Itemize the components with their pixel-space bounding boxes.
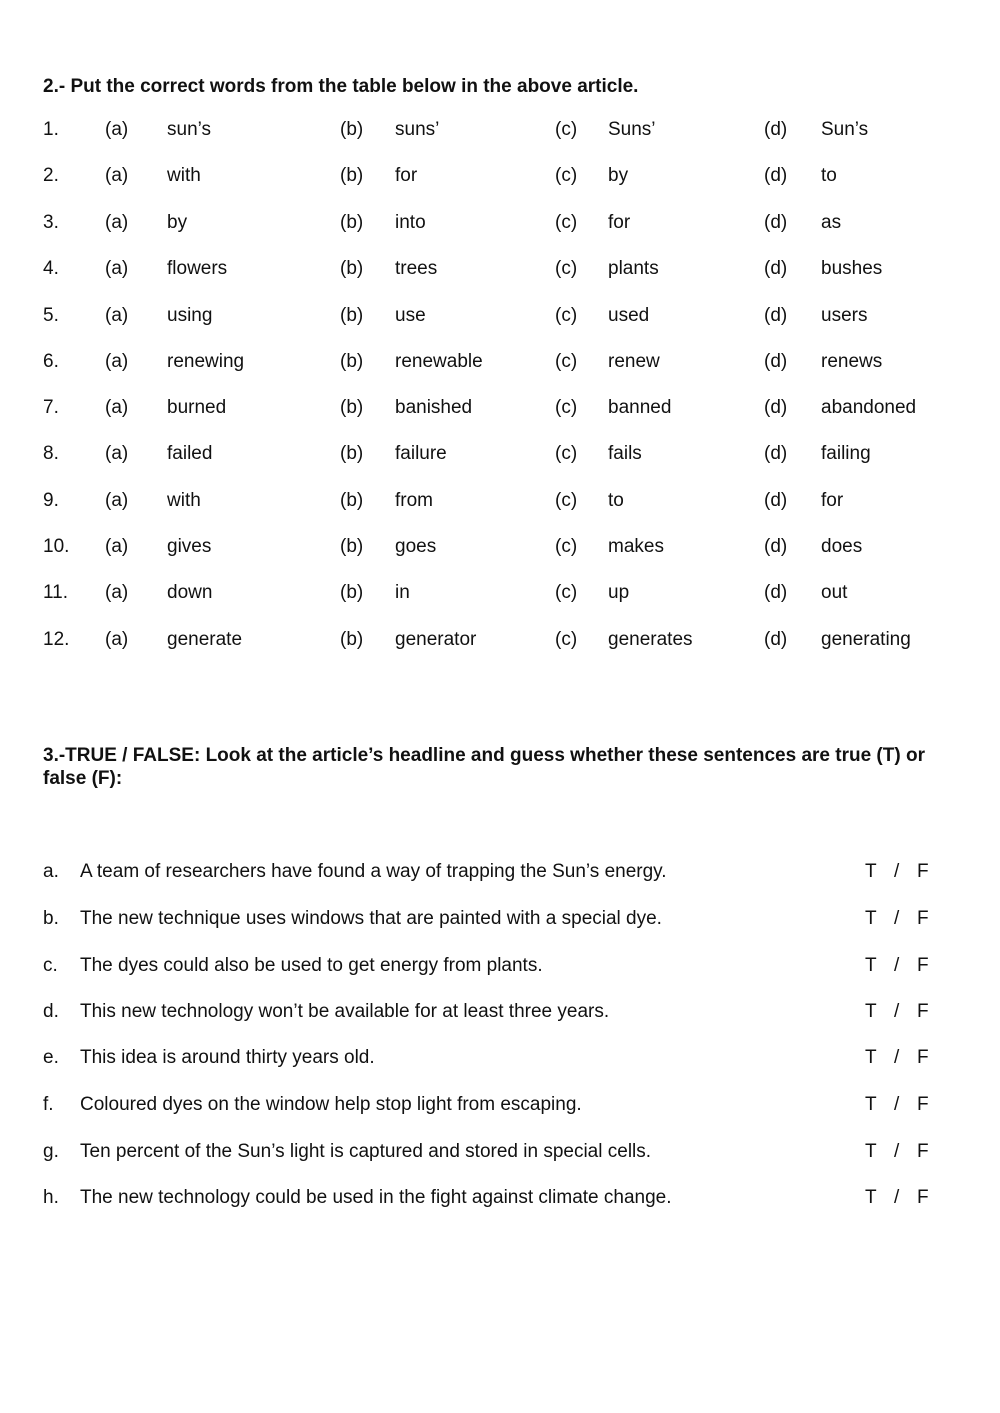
option-b-label: (b) <box>340 119 364 140</box>
true-option: T <box>865 1001 877 1022</box>
option-b-word: generator <box>395 629 477 650</box>
option-c-word: plants <box>608 258 659 279</box>
statement-text: The new technology could be used in the fight against climate change. <box>80 1187 672 1208</box>
question-row <box>0 161 1000 191</box>
tf-separator: / <box>894 908 900 929</box>
option-c-label: (c) <box>555 165 578 186</box>
question-number: 9. <box>43 490 59 511</box>
tf-separator: / <box>894 1001 900 1022</box>
option-a-word: renewing <box>167 351 245 372</box>
option-b-label: (b) <box>340 212 364 233</box>
option-d-label: (d) <box>764 212 788 233</box>
statement-letter: g. <box>43 1141 59 1162</box>
option-d-label: (d) <box>764 582 788 603</box>
question-row <box>0 115 1000 145</box>
option-c-label: (c) <box>555 490 578 511</box>
option-c-label: (c) <box>555 119 578 140</box>
option-d-word: out <box>821 582 848 603</box>
question-row <box>0 625 1000 655</box>
option-a-word: with <box>167 165 201 186</box>
statement-row <box>0 997 1000 1027</box>
statement-text: The new technique uses windows that are painted with a special dye. <box>80 908 662 929</box>
option-b-word: failure <box>395 443 447 464</box>
false-option: F <box>917 1001 929 1022</box>
option-d-word: generating <box>821 629 911 650</box>
section3-title: 3.-TRUE / FALSE: Look at the article’s headline and guess whether these sentences are true (T) or false (F): <box>43 745 925 789</box>
tf-separator: / <box>894 1187 900 1208</box>
true-option: T <box>865 1094 877 1115</box>
false-option: F <box>917 861 929 882</box>
option-c-label: (c) <box>555 212 578 233</box>
statement-letter: a. <box>43 861 59 882</box>
option-d-word: to <box>821 165 837 186</box>
question-number: 4. <box>43 258 59 279</box>
option-d-label: (d) <box>764 165 788 186</box>
question-row <box>0 532 1000 562</box>
option-d-label: (d) <box>764 536 788 557</box>
true-option: T <box>865 1047 877 1068</box>
question-row <box>0 439 1000 469</box>
statement-text: A team of researchers have found a way of trapping the Sun’s energy. <box>80 861 667 882</box>
option-c-word: used <box>608 305 650 326</box>
question-row <box>0 254 1000 284</box>
option-d-label: (d) <box>764 305 788 326</box>
question-number: 11. <box>43 582 69 603</box>
option-a-label: (a) <box>105 212 129 233</box>
option-d-word: as <box>821 212 842 233</box>
option-a-label: (a) <box>105 629 129 650</box>
option-c-label: (c) <box>555 397 578 418</box>
option-a-word: with <box>167 490 201 511</box>
statement-row <box>0 1090 1000 1120</box>
option-a-word: by <box>167 212 188 233</box>
question-row <box>0 208 1000 238</box>
true-option: T <box>865 955 877 976</box>
option-c-word: banned <box>608 397 672 418</box>
option-b-label: (b) <box>340 258 364 279</box>
statement-letter: b. <box>43 908 59 929</box>
option-c-label: (c) <box>555 258 578 279</box>
question-number: 5. <box>43 305 59 326</box>
option-c-word: makes <box>608 536 664 557</box>
statement-row <box>0 904 1000 934</box>
false-option: F <box>917 1141 929 1162</box>
statement-text: The dyes could also be used to get energy from plants. <box>80 955 543 976</box>
section2-title: 2.- Put the correct words from the table below in the above article. <box>43 76 639 97</box>
option-b-label: (b) <box>340 582 364 603</box>
option-d-label: (d) <box>764 443 788 464</box>
option-d-label: (d) <box>764 258 788 279</box>
option-a-word: failed <box>167 443 213 464</box>
statement-letter: e. <box>43 1047 59 1068</box>
option-a-label: (a) <box>105 351 129 372</box>
option-a-word: down <box>167 582 213 603</box>
option-a-label: (a) <box>105 119 129 140</box>
option-d-word: users <box>821 305 868 326</box>
option-a-label: (a) <box>105 443 129 464</box>
option-c-word: to <box>608 490 624 511</box>
option-a-label: (a) <box>105 165 129 186</box>
option-b-word: suns’ <box>395 119 440 140</box>
true-option: T <box>865 908 877 929</box>
option-a-word: generate <box>167 629 243 650</box>
question-row <box>0 347 1000 377</box>
statement-text: Coloured dyes on the window help stop light from escaping. <box>80 1094 582 1115</box>
option-b-label: (b) <box>340 305 364 326</box>
option-b-label: (b) <box>340 490 364 511</box>
option-b-label: (b) <box>340 351 364 372</box>
option-c-label: (c) <box>555 629 578 650</box>
question-row <box>0 578 1000 608</box>
option-d-word: does <box>821 536 863 557</box>
option-b-word: for <box>395 165 418 186</box>
question-number: 8. <box>43 443 59 464</box>
option-c-word: fails <box>608 443 642 464</box>
option-c-label: (c) <box>555 536 578 557</box>
option-d-label: (d) <box>764 351 788 372</box>
option-a-label: (a) <box>105 258 129 279</box>
option-b-word: goes <box>395 536 437 557</box>
false-option: F <box>917 908 929 929</box>
statement-letter: h. <box>43 1187 59 1208</box>
tf-separator: / <box>894 1141 900 1162</box>
option-c-word: for <box>608 212 631 233</box>
false-option: F <box>917 1047 929 1068</box>
option-d-word: renews <box>821 351 883 372</box>
option-b-word: use <box>395 305 426 326</box>
option-c-word: up <box>608 582 630 603</box>
option-c-label: (c) <box>555 351 578 372</box>
option-b-word: renewable <box>395 351 483 372</box>
option-c-word: renew <box>608 351 660 372</box>
false-option: F <box>917 955 929 976</box>
option-d-word: bushes <box>821 258 883 279</box>
statement-letter: d. <box>43 1001 59 1022</box>
option-b-label: (b) <box>340 443 364 464</box>
option-a-label: (a) <box>105 582 129 603</box>
true-option: T <box>865 1141 877 1162</box>
option-b-label: (b) <box>340 629 364 650</box>
statement-row <box>0 1043 1000 1073</box>
option-a-word: gives <box>167 536 212 557</box>
question-row <box>0 301 1000 331</box>
tf-separator: / <box>894 861 900 882</box>
option-c-label: (c) <box>555 443 578 464</box>
statement-row <box>0 857 1000 887</box>
option-c-word: by <box>608 165 629 186</box>
statement-letter: c. <box>43 955 58 976</box>
statement-letter: f. <box>43 1094 54 1115</box>
tf-separator: / <box>894 1047 900 1068</box>
option-d-label: (d) <box>764 119 788 140</box>
option-a-label: (a) <box>105 305 129 326</box>
option-a-label: (a) <box>105 397 129 418</box>
statement-text: Ten percent of the Sun’s light is captured and stored in special cells. <box>80 1141 652 1162</box>
false-option: F <box>917 1187 929 1208</box>
question-number: 6. <box>43 351 59 372</box>
statement-row <box>0 951 1000 981</box>
option-b-word: trees <box>395 258 438 279</box>
option-a-word: burned <box>167 397 227 418</box>
option-c-label: (c) <box>555 582 578 603</box>
option-a-word: using <box>167 305 213 326</box>
question-row <box>0 393 1000 423</box>
true-option: T <box>865 1187 877 1208</box>
question-number: 12. <box>43 629 70 650</box>
tf-separator: / <box>894 1094 900 1115</box>
question-number: 7. <box>43 397 59 418</box>
option-d-word: failing <box>821 443 871 464</box>
statement-text: This new technology won’t be available for at least three years. <box>80 1001 610 1022</box>
option-b-word: in <box>395 582 410 603</box>
statement-row <box>0 1183 1000 1213</box>
false-option: F <box>917 1094 929 1115</box>
option-c-word: generates <box>608 629 693 650</box>
option-c-word: Suns’ <box>608 119 656 140</box>
option-b-label: (b) <box>340 397 364 418</box>
statement-text: This idea is around thirty years old. <box>80 1047 375 1068</box>
option-a-word: flowers <box>167 258 228 279</box>
question-row <box>0 486 1000 516</box>
tf-separator: / <box>894 955 900 976</box>
option-d-label: (d) <box>764 490 788 511</box>
question-number: 10. <box>43 536 70 557</box>
option-b-word: from <box>395 490 433 511</box>
option-d-word: abandoned <box>821 397 917 418</box>
question-number: 2. <box>43 165 59 186</box>
option-d-word: Sun’s <box>821 119 869 140</box>
question-number: 3. <box>43 212 59 233</box>
option-b-label: (b) <box>340 165 364 186</box>
option-d-label: (d) <box>764 397 788 418</box>
option-b-word: banished <box>395 397 473 418</box>
option-d-word: for <box>821 490 844 511</box>
option-a-word: sun’s <box>167 119 212 140</box>
option-c-label: (c) <box>555 305 578 326</box>
option-d-label: (d) <box>764 629 788 650</box>
option-b-label: (b) <box>340 536 364 557</box>
true-option: T <box>865 861 877 882</box>
option-b-word: into <box>395 212 426 233</box>
question-number: 1. <box>43 119 59 140</box>
option-a-label: (a) <box>105 536 129 557</box>
option-a-label: (a) <box>105 490 129 511</box>
statement-row <box>0 1137 1000 1167</box>
